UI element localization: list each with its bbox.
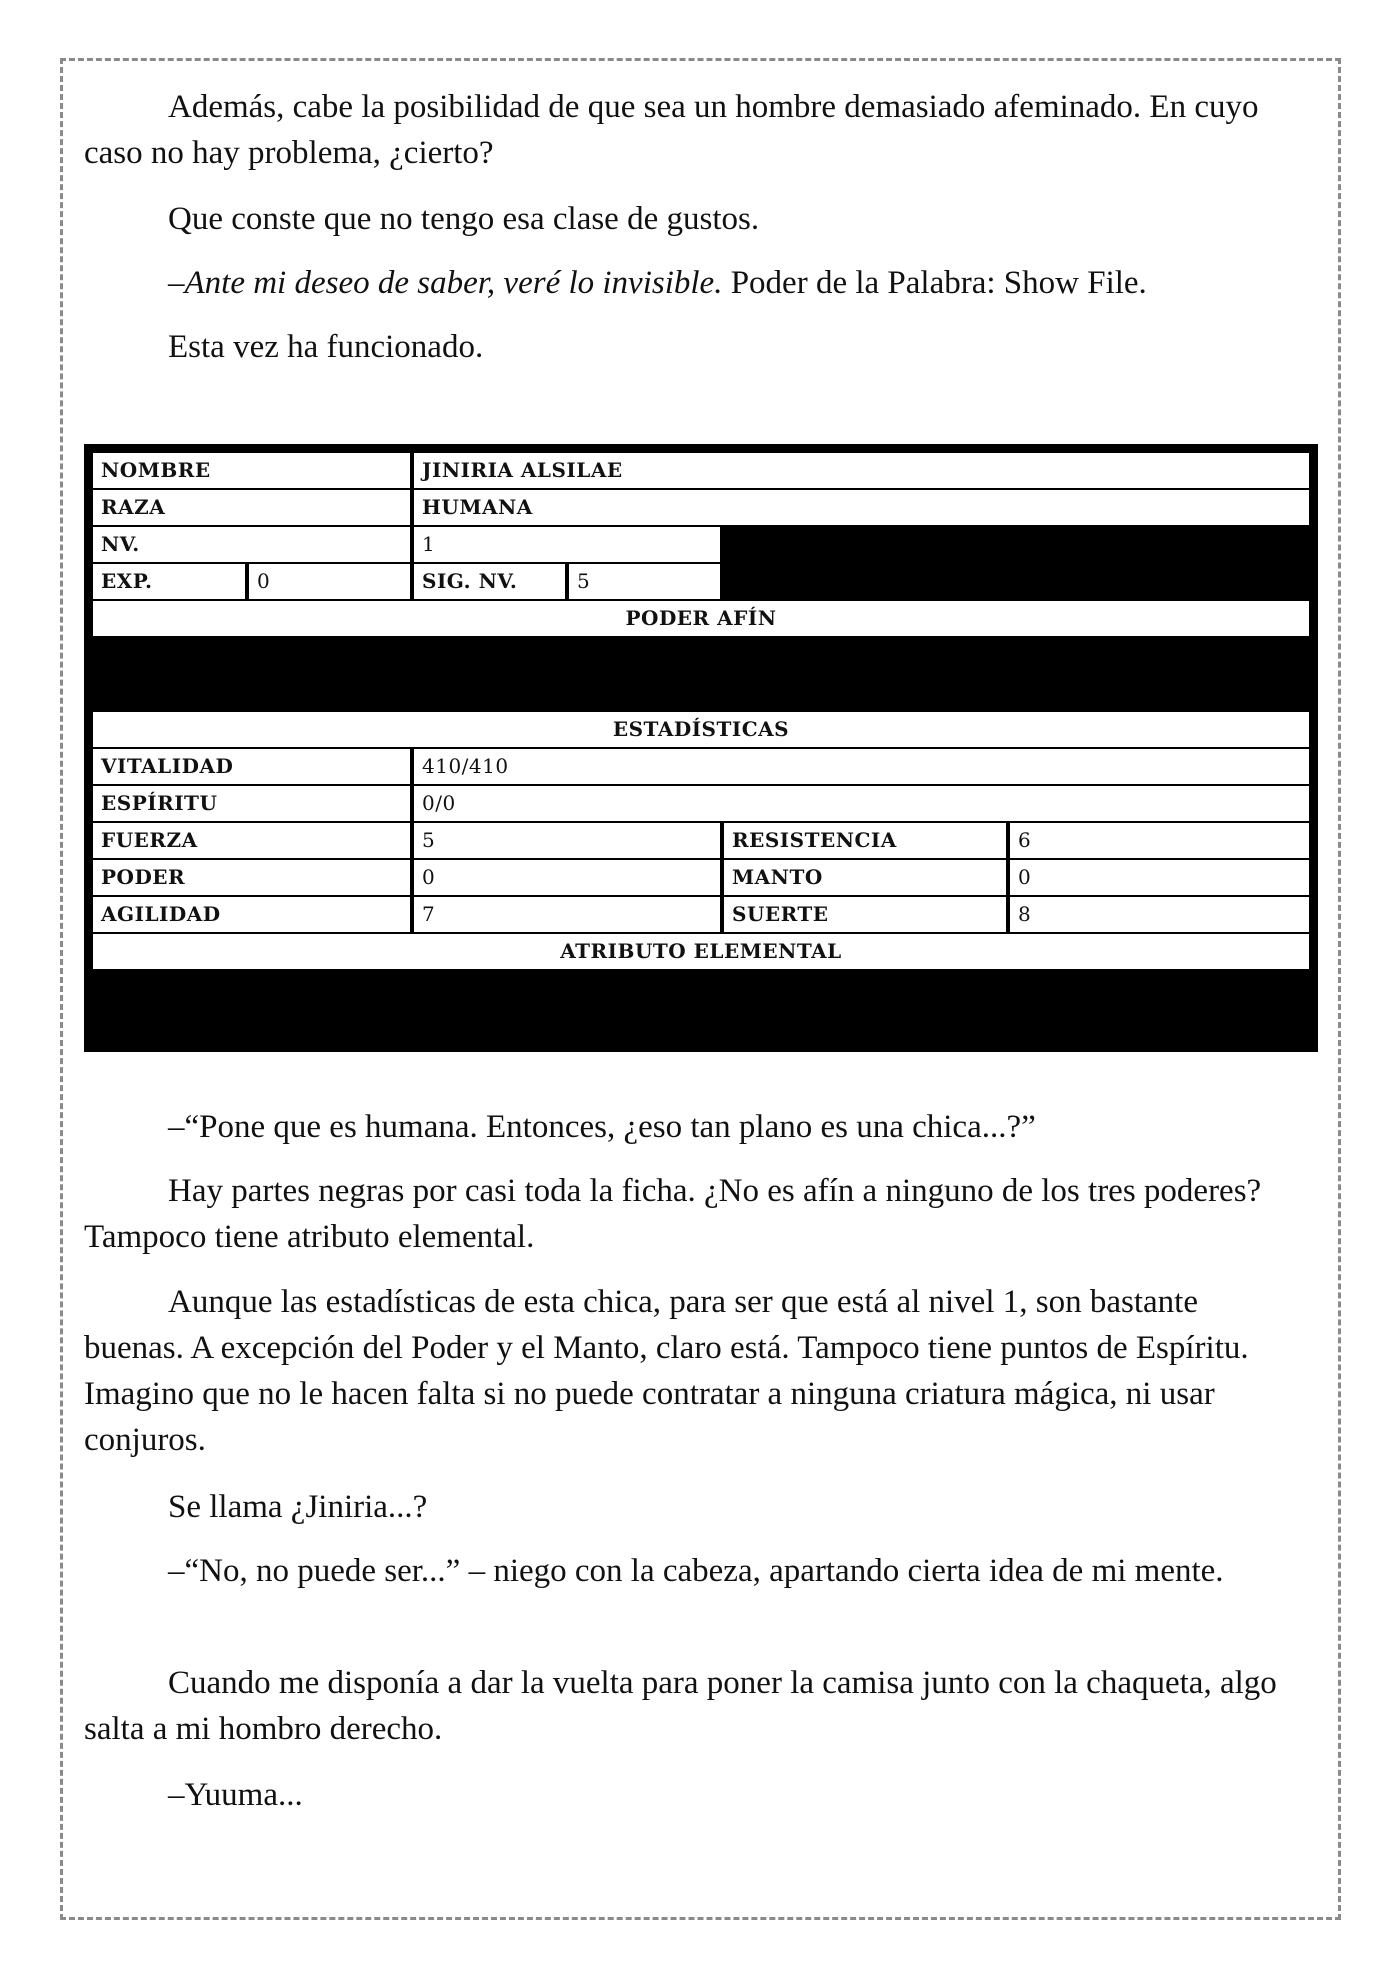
suerte-value: 8 <box>1009 896 1310 933</box>
fuerza-label: FUERZA <box>92 822 411 859</box>
redacted-cell <box>92 637 492 674</box>
poder-afin-header: PODER AFÍN <box>92 600 1310 637</box>
nombre-label: NOMBRE <box>92 452 411 489</box>
spell-incantation: –Ante mi deseo de saber, veré lo invisible. <box>168 265 723 301</box>
paragraph: –“No, no puede ser...” – niego con la cabeza, apartando cierta idea de mi mente. <box>168 1553 1224 1589</box>
redacted-cell <box>92 970 492 1007</box>
redacted-cell <box>92 674 492 711</box>
paragraph: –“Pone que es humana. Entonces, ¿eso tan plano es una chica...?” <box>168 1109 1036 1145</box>
redacted-cell <box>723 526 1007 563</box>
paragraph: Cuando me disponía a dar la vuelta para poner la camisa junto con la chaqueta, algo salta a mi hombro derecho. <box>84 1665 1277 1747</box>
status-grid <box>92 452 1310 1044</box>
redacted-cell <box>494 674 900 711</box>
paragraph: Se llama ¿Jiniria...? <box>168 1489 428 1525</box>
agilidad-label: AGILIDAD <box>92 896 411 933</box>
redacted-cell <box>902 970 1310 1007</box>
paragraph: Aunque las estadísticas de esta chica, para ser que está al nivel 1, son bastante buenas. A excepción del Poder y el Manto, claro está. Tampoco tiene puntos de Espíritu. Imagino que no le hacen falta si no puede contratar a ninguna criatura mágica, ni usar conjuros. <box>84 1284 1249 1458</box>
poder-label: PODER <box>92 859 411 896</box>
manto-value: 0 <box>1009 859 1310 896</box>
redacted-cell <box>92 1007 492 1044</box>
paragraph: Esta vez ha funcionado. <box>168 329 484 365</box>
status-sheet <box>84 444 1318 1052</box>
resistencia-label: RESISTENCIA <box>723 822 1007 859</box>
redacted-cell <box>1009 526 1310 563</box>
redacted-cell <box>494 637 900 674</box>
suerte-label: SUERTE <box>723 896 1007 933</box>
vitalidad-label: VITALIDAD <box>92 748 411 785</box>
fuerza-value: 5 <box>413 822 721 859</box>
siguiente-nivel-value: 5 <box>568 563 721 600</box>
nombre-value: JINIRIA ALSILAE <box>413 452 1310 489</box>
siguiente-nivel-label: SIG. NV. <box>413 563 566 600</box>
spell-paragraph <box>84 260 1306 306</box>
redacted-cell <box>866 563 1007 600</box>
paragraph: –Yuuma... <box>168 1777 303 1813</box>
espiritu-value: 0/0 <box>413 785 1310 822</box>
resistencia-value: 6 <box>1009 822 1310 859</box>
redacted-cell <box>1009 563 1160 600</box>
redacted-cell <box>902 674 1310 711</box>
paragraph: Hay partes negras por casi toda la ficha. ¿No es afín a ninguno de los tres poderes? Tampoco tiene atributo elemental. <box>84 1173 1262 1255</box>
agilidad-value: 7 <box>413 896 721 933</box>
redacted-cell <box>902 637 1310 674</box>
manto-label: MANTO <box>723 859 1007 896</box>
raza-label: RAZA <box>92 489 411 526</box>
redacted-cell <box>1162 563 1310 600</box>
raza-value: HUMANA <box>413 489 1310 526</box>
redacted-cell <box>494 970 900 1007</box>
redacted-cell <box>902 1007 1310 1044</box>
estadisticas-header: ESTADÍSTICAS <box>92 711 1310 748</box>
atributo-elemental-header: ATRIBUTO ELEMENTAL <box>92 933 1310 970</box>
redacted-cell <box>494 1007 900 1044</box>
paragraph: Además, cabe la posibilidad de que sea un hombre demasiado afeminado. En cuyo caso no hay problema, ¿cierto? <box>84 89 1259 171</box>
nivel-label: NV. <box>92 526 411 563</box>
exp-label: EXP. <box>92 563 246 600</box>
espiritu-label: ESPÍRITU <box>92 785 411 822</box>
redacted-cell <box>723 563 864 600</box>
spell-name: Poder de la Palabra: Show File. <box>722 265 1147 301</box>
exp-value: 0 <box>248 563 411 600</box>
nivel-value: 1 <box>413 526 721 563</box>
vitalidad-value: 410/410 <box>413 748 1310 785</box>
poder-value: 0 <box>413 859 721 896</box>
paragraph: Que conste que no tengo esa clase de gustos. <box>168 201 760 237</box>
